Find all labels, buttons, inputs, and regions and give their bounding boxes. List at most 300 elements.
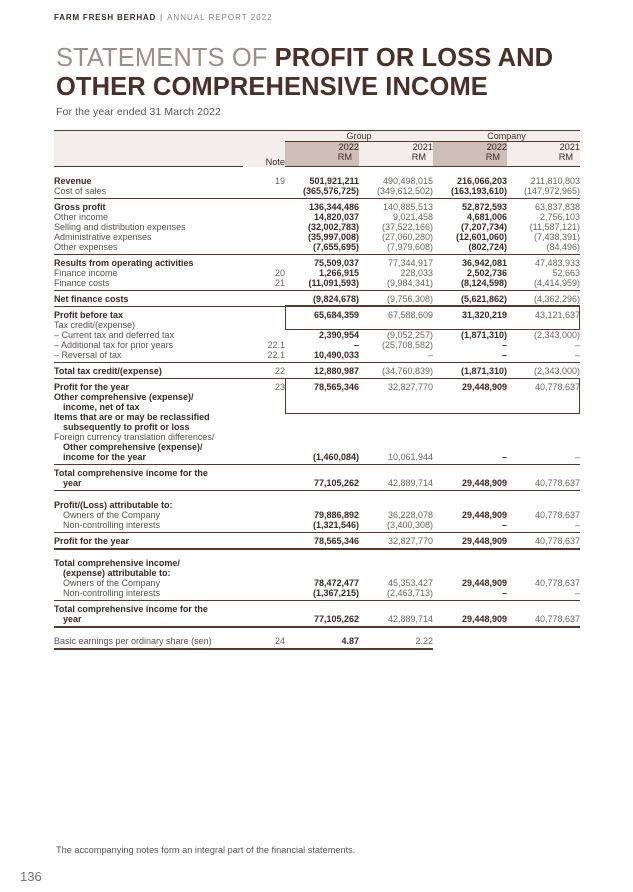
cell-group-2022 bbox=[285, 422, 359, 432]
cell-group-2022: 79,886,892 bbox=[313, 509, 359, 520]
cell-company-2021: (2,343,000) bbox=[533, 329, 581, 340]
header-company-2022-year: 2022 bbox=[433, 142, 507, 153]
cell-company-2021 bbox=[507, 432, 580, 442]
cell-company-2021: (84,496) bbox=[546, 241, 581, 252]
cell-company-2022: 216,066,203 bbox=[456, 175, 508, 186]
cell-group-2021 bbox=[359, 442, 433, 452]
eps-rule-row bbox=[54, 646, 580, 649]
row-note bbox=[243, 330, 285, 340]
cell-group-2022: (1,367,215) bbox=[312, 587, 359, 598]
cell-company-2022 bbox=[433, 636, 507, 646]
cell-company-2021: 40,778,637 bbox=[534, 477, 581, 488]
row-note bbox=[243, 310, 285, 320]
cell-group-2021 bbox=[359, 604, 433, 614]
cell-company-2022: 31,320,219 bbox=[461, 309, 508, 320]
row-note bbox=[243, 294, 285, 304]
row-note bbox=[243, 442, 285, 452]
cell-group-2022: 78,472,477 bbox=[313, 577, 359, 588]
year-header-blank bbox=[54, 142, 243, 153]
cell-company-2021: (4,414,959) bbox=[533, 277, 581, 288]
cell-group-2021: 32,827,770 bbox=[387, 535, 434, 546]
cell-group-2022: (1,321,546) bbox=[312, 519, 359, 530]
cell-company-2021: 40,778,637 bbox=[534, 577, 581, 588]
table-row bbox=[54, 500, 580, 510]
row-note bbox=[243, 402, 285, 412]
cell-group-2021: 10,061,944 bbox=[387, 451, 434, 462]
row-label: Items that are or may be reclassified bbox=[54, 411, 210, 422]
cell-company-2022 bbox=[433, 442, 507, 452]
row-note bbox=[243, 588, 285, 598]
table-row bbox=[54, 382, 580, 392]
brand-name: FARM FRESH BERHAD bbox=[54, 13, 157, 22]
row-label: Foreign currency translation differences/ bbox=[54, 431, 215, 442]
cell-group-2022 bbox=[285, 392, 359, 402]
cell-company-2021: 211,810,803 bbox=[530, 175, 581, 186]
cell-company-2021: 43,121,637 bbox=[534, 309, 581, 320]
row-note bbox=[243, 468, 285, 478]
row-label: Gross profit bbox=[54, 201, 106, 212]
table-row bbox=[54, 340, 580, 350]
cell-company-2022 bbox=[433, 568, 507, 578]
table-row bbox=[54, 422, 580, 432]
row-note: 20 bbox=[274, 267, 285, 278]
table-row bbox=[54, 568, 580, 578]
company-column-heading: Company bbox=[433, 131, 580, 142]
row-note bbox=[243, 558, 285, 568]
table-row bbox=[54, 468, 580, 478]
cell-company-2022: – bbox=[502, 349, 508, 360]
header-company-2021-currency: RM bbox=[507, 152, 580, 167]
cell-group-2021: 9,021,458 bbox=[392, 211, 434, 222]
table-row bbox=[54, 330, 580, 340]
table-row bbox=[54, 212, 580, 222]
header-separator: | bbox=[160, 13, 164, 22]
cell-company-2022: (7,207,734) bbox=[460, 221, 508, 232]
table-row bbox=[54, 222, 580, 232]
cell-company-2022: 29,448,909 bbox=[461, 509, 508, 520]
table-row bbox=[54, 442, 580, 452]
cell-group-2021: (9,052,257) bbox=[386, 329, 434, 340]
cell-group-2022 bbox=[285, 568, 359, 578]
row-note bbox=[243, 422, 285, 432]
cell-company-2021: 52,663 bbox=[552, 267, 581, 278]
cell-group-2022: 78,565,346 bbox=[313, 381, 359, 392]
cell-group-2022: 14,820,037 bbox=[313, 211, 359, 222]
header-group-2022-currency: RM bbox=[285, 152, 359, 167]
table-row bbox=[54, 578, 580, 588]
row-label: Non-controlling interests bbox=[63, 587, 161, 598]
row-note bbox=[243, 186, 285, 196]
cell-company-2022: 29,448,909 bbox=[461, 613, 508, 624]
header-group-2021-year: 2021 bbox=[359, 142, 433, 153]
cell-group-2021: 2.22 bbox=[415, 635, 434, 646]
cell-company-2021 bbox=[507, 604, 580, 614]
table-row bbox=[54, 432, 580, 442]
row-label: income, net of tax bbox=[63, 401, 140, 412]
table-row bbox=[54, 366, 580, 376]
cell-group-2021: (3,400,308) bbox=[386, 519, 434, 530]
cell-company-2021: 40,778,637 bbox=[534, 613, 581, 624]
cell-group-2022: 77,105,262 bbox=[313, 613, 359, 624]
cell-company-2021: (2,343,000) bbox=[533, 365, 581, 376]
row-label: Other comprehensive (expense)/ bbox=[54, 391, 194, 402]
cell-company-2021 bbox=[507, 568, 580, 578]
cell-group-2022: (7,655,695) bbox=[312, 241, 359, 252]
cell-company-2022: – bbox=[502, 587, 508, 598]
header-group-2022-year: 2022 bbox=[285, 142, 359, 153]
cell-group-2022 bbox=[285, 558, 359, 568]
cell-company-2021 bbox=[507, 500, 580, 510]
table-row bbox=[54, 242, 580, 252]
row-label: Cost of sales bbox=[54, 185, 107, 196]
table-row bbox=[54, 614, 580, 624]
cell-company-2022 bbox=[433, 402, 507, 412]
group-column-heading: Group bbox=[285, 131, 433, 142]
page-number: 136 bbox=[20, 869, 42, 884]
cell-group-2021: 45,353,427 bbox=[387, 577, 434, 588]
cell-company-2022: (1,871,310) bbox=[460, 329, 508, 340]
cell-group-2022: (35,997,008) bbox=[307, 231, 359, 242]
table-row bbox=[54, 294, 580, 304]
cell-group-2022: (365,576,725) bbox=[302, 185, 359, 196]
cell-group-2022: (32,002,783) bbox=[307, 221, 359, 232]
row-note bbox=[243, 392, 285, 402]
row-note: 22 bbox=[274, 365, 285, 376]
row-label: Other expenses bbox=[54, 241, 118, 252]
row-label: – Additional tax for prior years bbox=[54, 339, 174, 350]
row-note bbox=[243, 614, 285, 624]
cell-group-2022 bbox=[285, 500, 359, 510]
table-row bbox=[54, 258, 580, 268]
page-title-block bbox=[56, 44, 596, 118]
table-year-header-row bbox=[54, 142, 580, 153]
row-label: Owners of the Company bbox=[63, 509, 161, 520]
cell-group-2021: (9,756,308) bbox=[386, 293, 434, 304]
cell-group-2021: 67,588,609 bbox=[387, 309, 434, 320]
row-label: Net finance costs bbox=[54, 293, 129, 304]
row-label: year bbox=[63, 613, 82, 624]
cell-group-2021 bbox=[359, 392, 433, 402]
cell-company-2022 bbox=[433, 558, 507, 568]
row-note bbox=[243, 500, 285, 510]
cell-group-2022: 78,565,346 bbox=[313, 535, 359, 546]
row-note bbox=[243, 578, 285, 588]
cell-company-2022: – bbox=[502, 339, 508, 350]
cell-company-2022: 4,681,006 bbox=[466, 211, 508, 222]
cell-company-2022: 29,448,909 bbox=[461, 535, 508, 546]
entity-header-blank bbox=[54, 131, 243, 142]
row-label: Finance income bbox=[54, 267, 118, 278]
cell-company-2021 bbox=[507, 442, 580, 452]
cell-company-2022: (5,621,862) bbox=[460, 293, 508, 304]
row-label: Finance costs bbox=[54, 277, 110, 288]
header-company-2022-currency: RM bbox=[433, 152, 507, 167]
table-row bbox=[54, 520, 580, 530]
cell-group-2021: (2,463,713) bbox=[386, 587, 434, 598]
row-note bbox=[243, 510, 285, 520]
cell-group-2021: (27,060,280) bbox=[381, 231, 434, 242]
cell-company-2022: 52,872,593 bbox=[461, 201, 508, 212]
row-note bbox=[243, 568, 285, 578]
cell-company-2022: – bbox=[502, 451, 508, 462]
table-row bbox=[54, 536, 580, 546]
table-row bbox=[54, 478, 580, 488]
table-body bbox=[54, 167, 580, 649]
cell-company-2021: – bbox=[575, 349, 581, 360]
row-label: Tax credit/(expense) bbox=[54, 319, 136, 330]
cell-company-2021: – bbox=[575, 339, 581, 350]
cell-company-2021 bbox=[507, 558, 580, 568]
cell-company-2022: 29,448,909 bbox=[461, 577, 508, 588]
cell-company-2022 bbox=[433, 468, 507, 478]
cell-company-2021 bbox=[507, 468, 580, 478]
row-label: Total comprehensive income for the bbox=[54, 467, 208, 478]
cell-company-2021: 40,778,637 bbox=[534, 535, 581, 546]
row-label: Selling and distribution expenses bbox=[54, 221, 186, 232]
cell-company-2021 bbox=[507, 422, 580, 432]
spacer-row bbox=[54, 491, 580, 500]
table-row bbox=[54, 310, 580, 320]
cell-company-2021 bbox=[507, 320, 580, 330]
row-note: 24 bbox=[274, 635, 285, 646]
cell-group-2022 bbox=[285, 320, 359, 330]
cell-company-2022 bbox=[433, 392, 507, 402]
cell-group-2021 bbox=[359, 558, 433, 568]
table-currency-header-row bbox=[54, 152, 580, 167]
cell-company-2022: (1,871,310) bbox=[460, 365, 508, 376]
row-label: Owners of the Company bbox=[63, 577, 161, 588]
cell-group-2022 bbox=[285, 412, 359, 422]
cell-company-2022 bbox=[433, 422, 507, 432]
cell-group-2022: 4.87 bbox=[341, 635, 359, 646]
cell-group-2022: 1,266,915 bbox=[318, 267, 359, 278]
row-note bbox=[243, 222, 285, 232]
cell-group-2021: (25,708,582) bbox=[381, 339, 434, 350]
cell-group-2021: 42,889,714 bbox=[387, 613, 434, 624]
cell-group-2021: (349,612,502) bbox=[376, 185, 434, 196]
cell-group-2021: 36,228,078 bbox=[387, 509, 434, 520]
row-label: Profit for the year bbox=[54, 535, 130, 546]
row-label: Profit before tax bbox=[54, 309, 124, 320]
cell-company-2022: (12,601,060) bbox=[455, 231, 508, 242]
row-label: Other comprehensive (expense)/ bbox=[63, 441, 203, 452]
title-prefix: STATEMENTS OF bbox=[56, 44, 275, 72]
row-label: – Reversal of tax bbox=[54, 349, 122, 360]
cell-group-2021: 140,885,513 bbox=[382, 201, 434, 212]
row-note: 23 bbox=[274, 381, 285, 392]
cell-group-2022: 501,921,211 bbox=[309, 175, 359, 186]
cell-company-2022: 29,448,909 bbox=[461, 477, 508, 488]
cell-company-2021 bbox=[507, 636, 580, 646]
cell-group-2022: 75,509,037 bbox=[313, 257, 359, 268]
row-label: Administrative expenses bbox=[54, 231, 152, 242]
cell-group-2022 bbox=[285, 604, 359, 614]
row-label: Results from operating activities bbox=[54, 257, 194, 268]
row-note bbox=[243, 212, 285, 222]
footnote-text: The accompanying notes form an integral part of the financial statements. bbox=[56, 845, 356, 855]
cell-company-2021: (4,362,296) bbox=[533, 293, 581, 304]
table-row bbox=[54, 186, 580, 196]
cell-company-2021: (7,438,391) bbox=[533, 231, 581, 242]
cell-group-2022: – bbox=[353, 339, 359, 350]
row-label: (expense) attributable to: bbox=[63, 567, 171, 578]
row-label: Other income bbox=[54, 211, 109, 222]
table-row bbox=[54, 510, 580, 520]
cell-group-2022 bbox=[285, 442, 359, 452]
row-label: Total comprehensive income/ bbox=[54, 557, 180, 568]
cell-group-2021: (7,979,608) bbox=[386, 241, 434, 252]
row-note: 22.1 bbox=[267, 349, 285, 360]
row-label: Total tax credit/(expense) bbox=[54, 365, 162, 376]
table-entity-header-row bbox=[54, 131, 580, 142]
note-column-header: Note bbox=[243, 142, 285, 167]
table-row bbox=[54, 232, 580, 242]
row-label: Profit for the year bbox=[54, 381, 130, 392]
cell-group-2022 bbox=[285, 402, 359, 412]
table-row bbox=[54, 604, 580, 614]
cell-company-2021 bbox=[507, 412, 580, 422]
cell-company-2021: – bbox=[575, 519, 581, 530]
cell-group-2021: (37,522,166) bbox=[381, 221, 434, 232]
currency-header-blank bbox=[54, 152, 243, 167]
row-label: Basic earnings per ordinary share (sen) bbox=[54, 635, 212, 646]
row-note bbox=[243, 432, 285, 442]
cell-group-2022: (1,460,084) bbox=[312, 451, 359, 462]
cell-group-2021 bbox=[359, 402, 433, 412]
profit-loss-table bbox=[54, 130, 580, 650]
cell-company-2022: 29,448,909 bbox=[461, 381, 508, 392]
table-row bbox=[54, 452, 580, 462]
cell-group-2022: 77,105,262 bbox=[313, 477, 359, 488]
report-label: ANNUAL REPORT 2022 bbox=[167, 13, 273, 22]
cell-company-2021: (11,587,121) bbox=[529, 221, 581, 232]
row-note bbox=[243, 412, 285, 422]
table-row bbox=[54, 320, 580, 330]
cell-group-2022 bbox=[285, 468, 359, 478]
row-note bbox=[243, 232, 285, 242]
entity-header-note-blank bbox=[243, 131, 285, 142]
table-row bbox=[54, 278, 580, 288]
page-title-line-2: OTHER COMPREHENSIVE INCOME bbox=[56, 73, 488, 101]
cell-company-2021: 47,483,933 bbox=[534, 257, 581, 268]
cell-group-2021: (34,760,839) bbox=[381, 365, 434, 376]
table-row bbox=[54, 402, 580, 412]
row-label: year bbox=[63, 477, 82, 488]
cell-group-2021 bbox=[359, 468, 433, 478]
cell-company-2021: – bbox=[575, 587, 581, 598]
row-note bbox=[243, 478, 285, 488]
row-note bbox=[243, 202, 285, 212]
cell-company-2022: – bbox=[502, 519, 508, 530]
row-note bbox=[243, 520, 285, 530]
row-note: 19 bbox=[274, 175, 285, 186]
table-row bbox=[54, 636, 580, 646]
table-row bbox=[54, 176, 580, 186]
header-company-2021-year: 2021 bbox=[507, 142, 580, 153]
cell-group-2022: 2,390,954 bbox=[318, 329, 359, 340]
cell-group-2021 bbox=[359, 568, 433, 578]
cell-company-2021: (147,972,965) bbox=[523, 185, 581, 196]
cell-company-2021: 40,778,637 bbox=[534, 509, 581, 520]
cell-company-2022: (802,724) bbox=[468, 241, 508, 252]
cell-company-2022: (8,124,598) bbox=[460, 277, 508, 288]
row-note bbox=[243, 604, 285, 614]
row-note bbox=[243, 320, 285, 330]
row-note bbox=[243, 258, 285, 268]
row-note bbox=[243, 452, 285, 462]
cell-group-2021: 490,498,015 bbox=[382, 175, 434, 186]
cell-group-2022: (11,091,593) bbox=[308, 277, 359, 288]
page-title-line-1 bbox=[56, 44, 596, 73]
page-subtitle: For the year ended 31 March 2022 bbox=[56, 106, 221, 118]
row-label: – Current tax and deferred tax bbox=[54, 329, 175, 340]
cell-company-2021 bbox=[507, 392, 580, 402]
table-row bbox=[54, 202, 580, 212]
cell-company-2022 bbox=[433, 320, 507, 330]
cell-company-2022 bbox=[433, 604, 507, 614]
row-label: Total comprehensive income for the bbox=[54, 603, 208, 614]
cell-company-2021: 63,837,838 bbox=[534, 201, 581, 212]
row-note: 22.1 bbox=[267, 339, 285, 350]
cell-company-2022: 36,942,081 bbox=[461, 257, 508, 268]
cell-group-2022: (9,824,678) bbox=[312, 293, 359, 304]
cell-company-2021: 40,778,637 bbox=[534, 381, 581, 392]
cell-group-2021: 77,344,917 bbox=[387, 257, 434, 268]
cell-group-2021 bbox=[359, 412, 433, 422]
header-group-2021-currency: RM bbox=[359, 152, 433, 167]
cell-group-2021 bbox=[359, 422, 433, 432]
spacer-row bbox=[54, 627, 580, 636]
running-header bbox=[54, 13, 273, 22]
cell-company-2022: 2,502,736 bbox=[466, 267, 508, 278]
cell-group-2021: 42,889,714 bbox=[387, 477, 434, 488]
spacer-row bbox=[54, 167, 580, 176]
cell-company-2021: 2,756,103 bbox=[539, 211, 581, 222]
cell-company-2021: – bbox=[575, 451, 581, 462]
table-row bbox=[54, 350, 580, 360]
cell-group-2022 bbox=[285, 432, 359, 442]
table-row bbox=[54, 412, 580, 422]
cell-company-2022 bbox=[433, 412, 507, 422]
title-emphasis-1: PROFIT OR LOSS AND bbox=[274, 44, 554, 72]
table-row bbox=[54, 588, 580, 598]
cell-company-2021 bbox=[507, 402, 580, 412]
table-row bbox=[54, 392, 580, 402]
row-label: income for the year bbox=[63, 451, 147, 462]
spacer-row bbox=[54, 549, 580, 558]
row-label: Revenue bbox=[54, 175, 92, 186]
cell-company-2022: (163,193,610) bbox=[450, 185, 508, 196]
table-row bbox=[54, 558, 580, 568]
row-label: subsequently to profit or loss bbox=[63, 421, 190, 432]
cell-company-2022 bbox=[433, 432, 507, 442]
cell-group-2021 bbox=[359, 500, 433, 510]
cell-group-2021 bbox=[359, 320, 433, 330]
cell-group-2021 bbox=[359, 432, 433, 442]
row-label: Non-controlling interests bbox=[63, 519, 161, 530]
cell-group-2022: 10,490,033 bbox=[313, 349, 359, 360]
cell-company-2022 bbox=[433, 500, 507, 510]
row-note: 21 bbox=[274, 277, 285, 288]
cell-group-2022: 12,880,987 bbox=[313, 365, 359, 376]
cell-group-2022: 136,344,486 bbox=[308, 201, 359, 212]
cell-group-2021: 32,827,770 bbox=[387, 381, 434, 392]
cell-group-2021: (9,984,341) bbox=[386, 277, 434, 288]
cell-group-2021: – bbox=[428, 349, 434, 360]
cell-group-2021: 228,033 bbox=[400, 267, 434, 278]
row-note bbox=[243, 242, 285, 252]
row-note bbox=[243, 536, 285, 546]
